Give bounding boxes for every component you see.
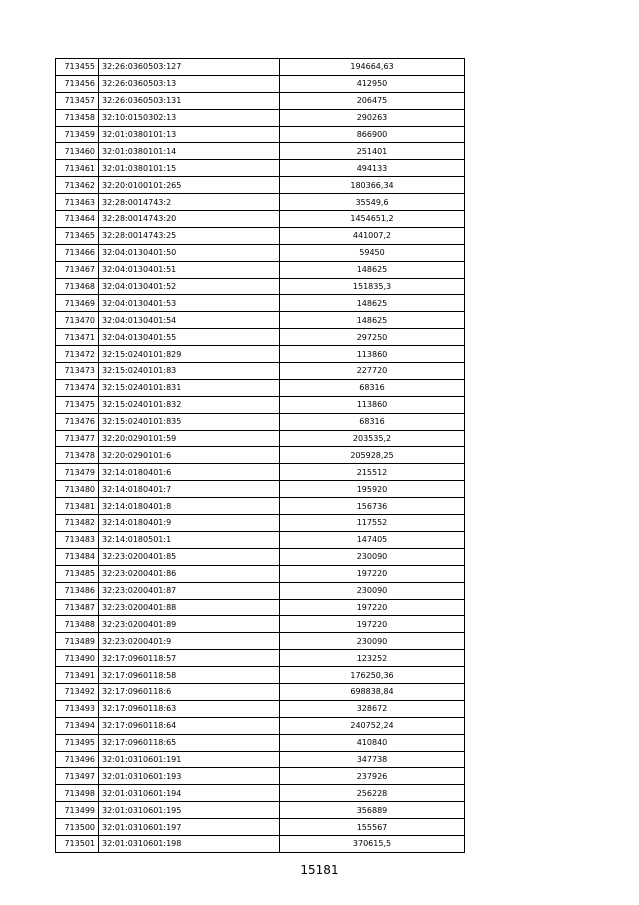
value-cell: 155567 xyxy=(280,819,465,836)
value-cell: 441007,2 xyxy=(280,227,465,244)
value-cell: 290263 xyxy=(280,109,465,126)
value-cell: 148625 xyxy=(280,295,465,312)
cadastral-number-cell: 32:15:0240101:835 xyxy=(99,413,280,430)
table-row xyxy=(56,616,465,633)
table-row xyxy=(56,835,465,852)
row-id-cell: 713461 xyxy=(56,160,99,177)
cadastral-number-cell: 32:14:0180401:6 xyxy=(99,464,280,481)
row-id-cell: 713466 xyxy=(56,244,99,261)
value-cell: 356889 xyxy=(280,802,465,819)
row-id-cell: 713484 xyxy=(56,548,99,565)
cadastral-number-cell: 32:17:0960118:58 xyxy=(99,667,280,684)
table-row xyxy=(56,633,465,650)
value-cell: 410840 xyxy=(280,734,465,751)
value-cell: 148625 xyxy=(280,312,465,329)
cadastral-number-cell: 32:28:0014743:2 xyxy=(99,194,280,211)
value-cell: 123252 xyxy=(280,650,465,667)
value-cell: 203535,2 xyxy=(280,430,465,447)
row-id-cell: 713473 xyxy=(56,363,99,380)
row-id-cell: 713486 xyxy=(56,582,99,599)
cadastral-number-cell: 32:23:0200401:9 xyxy=(99,633,280,650)
table-row xyxy=(56,548,465,565)
table-row xyxy=(56,126,465,143)
row-id-cell: 713498 xyxy=(56,785,99,802)
value-cell: 215512 xyxy=(280,464,465,481)
value-cell: 230090 xyxy=(280,633,465,650)
cadastral-number-cell: 32:04:0130401:51 xyxy=(99,261,280,278)
value-cell: 151835,3 xyxy=(280,278,465,295)
table-row xyxy=(56,650,465,667)
row-id-cell: 713487 xyxy=(56,599,99,616)
row-id-cell: 713485 xyxy=(56,565,99,582)
row-id-cell: 713458 xyxy=(56,109,99,126)
cadastral-number-cell: 32:01:0310601:194 xyxy=(99,785,280,802)
table-row xyxy=(56,802,465,819)
cadastral-number-cell: 32:01:0310601:198 xyxy=(99,835,280,852)
value-cell: 113860 xyxy=(280,346,465,363)
table-row xyxy=(56,515,465,532)
row-id-cell: 713464 xyxy=(56,211,99,228)
value-cell: 494133 xyxy=(280,160,465,177)
value-cell: 866900 xyxy=(280,126,465,143)
cadastral-number-cell: 32:15:0240101:831 xyxy=(99,379,280,396)
value-cell: 251401 xyxy=(280,143,465,160)
table-row xyxy=(56,498,465,515)
row-id-cell: 713478 xyxy=(56,447,99,464)
table-row xyxy=(56,819,465,836)
cadastral-number-cell: 32:26:0360503:127 xyxy=(99,59,280,76)
cadastral-number-cell: 32:20:0100101:265 xyxy=(99,177,280,194)
table-row xyxy=(56,92,465,109)
value-cell: 180366,34 xyxy=(280,177,465,194)
table-row xyxy=(56,227,465,244)
value-cell: 347738 xyxy=(280,751,465,768)
row-id-cell: 713479 xyxy=(56,464,99,481)
value-cell: 156736 xyxy=(280,498,465,515)
table-row xyxy=(56,447,465,464)
value-cell: 698838,84 xyxy=(280,683,465,700)
table-row xyxy=(56,312,465,329)
value-cell: 370615,5 xyxy=(280,835,465,852)
cadastral-number-cell: 32:04:0130401:54 xyxy=(99,312,280,329)
table-row xyxy=(56,295,465,312)
table-row xyxy=(56,211,465,228)
row-id-cell: 713500 xyxy=(56,819,99,836)
data-table-container xyxy=(55,58,465,853)
cadastral-number-cell: 32:01:0310601:191 xyxy=(99,751,280,768)
table-row xyxy=(56,396,465,413)
page-number: 15181 xyxy=(300,863,339,877)
value-cell: 147405 xyxy=(280,531,465,548)
row-id-cell: 713474 xyxy=(56,379,99,396)
table-row xyxy=(56,75,465,92)
cadastral-number-cell: 32:17:0960118:65 xyxy=(99,734,280,751)
table-row xyxy=(56,785,465,802)
cadastral-number-cell: 32:01:0380101:14 xyxy=(99,143,280,160)
row-id-cell: 713459 xyxy=(56,126,99,143)
row-id-cell: 713494 xyxy=(56,717,99,734)
row-id-cell: 713476 xyxy=(56,413,99,430)
row-id-cell: 713467 xyxy=(56,261,99,278)
cadastral-number-cell: 32:04:0130401:50 xyxy=(99,244,280,261)
row-id-cell: 713462 xyxy=(56,177,99,194)
table-row xyxy=(56,143,465,160)
row-id-cell: 713501 xyxy=(56,835,99,852)
row-id-cell: 713491 xyxy=(56,667,99,684)
row-id-cell: 713497 xyxy=(56,768,99,785)
table-row xyxy=(56,346,465,363)
table-row xyxy=(56,379,465,396)
row-id-cell: 713482 xyxy=(56,515,99,532)
table-row xyxy=(56,278,465,295)
value-cell: 113860 xyxy=(280,396,465,413)
table-row xyxy=(56,683,465,700)
table-body xyxy=(56,59,465,853)
cadastral-number-cell: 32:15:0240101:832 xyxy=(99,396,280,413)
cadastral-number-cell: 32:14:0180401:8 xyxy=(99,498,280,515)
row-id-cell: 713492 xyxy=(56,683,99,700)
table-row xyxy=(56,194,465,211)
data-table xyxy=(55,58,465,853)
value-cell: 68316 xyxy=(280,379,465,396)
table-row xyxy=(56,700,465,717)
value-cell: 197220 xyxy=(280,616,465,633)
value-cell: 412950 xyxy=(280,75,465,92)
cadastral-number-cell: 32:01:0310601:197 xyxy=(99,819,280,836)
value-cell: 176250,36 xyxy=(280,667,465,684)
table-row xyxy=(56,531,465,548)
row-id-cell: 713480 xyxy=(56,481,99,498)
value-cell: 205928,25 xyxy=(280,447,465,464)
table-row xyxy=(56,244,465,261)
row-id-cell: 713470 xyxy=(56,312,99,329)
table-row xyxy=(56,599,465,616)
cadastral-number-cell: 32:26:0360503:13 xyxy=(99,75,280,92)
table-row xyxy=(56,430,465,447)
table-row xyxy=(56,667,465,684)
value-cell: 117552 xyxy=(280,515,465,532)
row-id-cell: 713460 xyxy=(56,143,99,160)
row-id-cell: 713465 xyxy=(56,227,99,244)
cadastral-number-cell: 32:17:0960118:57 xyxy=(99,650,280,667)
table-row xyxy=(56,464,465,481)
cadastral-number-cell: 32:01:0310601:195 xyxy=(99,802,280,819)
cadastral-number-cell: 32:14:0180401:7 xyxy=(99,481,280,498)
cadastral-number-cell: 32:20:0290101:6 xyxy=(99,447,280,464)
table-row xyxy=(56,565,465,582)
cadastral-number-cell: 32:23:0200401:88 xyxy=(99,599,280,616)
value-cell: 197220 xyxy=(280,599,465,616)
cadastral-number-cell: 32:10:0150302:13 xyxy=(99,109,280,126)
value-cell: 195920 xyxy=(280,481,465,498)
cadastral-number-cell: 32:26:0360503:131 xyxy=(99,92,280,109)
row-id-cell: 713455 xyxy=(56,59,99,76)
cadastral-number-cell: 32:17:0960118:6 xyxy=(99,683,280,700)
table-row xyxy=(56,582,465,599)
cadastral-number-cell: 32:20:0290101:59 xyxy=(99,430,280,447)
cadastral-number-cell: 32:01:0310601:193 xyxy=(99,768,280,785)
row-id-cell: 713489 xyxy=(56,633,99,650)
row-id-cell: 713471 xyxy=(56,329,99,346)
value-cell: 297250 xyxy=(280,329,465,346)
value-cell: 197220 xyxy=(280,565,465,582)
table-row xyxy=(56,481,465,498)
value-cell: 230090 xyxy=(280,582,465,599)
row-id-cell: 713493 xyxy=(56,700,99,717)
row-id-cell: 713472 xyxy=(56,346,99,363)
row-id-cell: 713463 xyxy=(56,194,99,211)
cadastral-number-cell: 32:14:0180401:9 xyxy=(99,515,280,532)
table-row xyxy=(56,329,465,346)
cadastral-number-cell: 32:17:0960118:64 xyxy=(99,717,280,734)
cadastral-number-cell: 32:14:0180501:1 xyxy=(99,531,280,548)
cadastral-number-cell: 32:15:0240101:83 xyxy=(99,363,280,380)
table-row xyxy=(56,363,465,380)
table-row xyxy=(56,177,465,194)
cadastral-number-cell: 32:01:0380101:15 xyxy=(99,160,280,177)
cadastral-number-cell: 32:23:0200401:85 xyxy=(99,548,280,565)
row-id-cell: 713488 xyxy=(56,616,99,633)
table-row xyxy=(56,717,465,734)
value-cell: 206475 xyxy=(280,92,465,109)
value-cell: 1454651,2 xyxy=(280,211,465,228)
row-id-cell: 713456 xyxy=(56,75,99,92)
cadastral-number-cell: 32:28:0014743:25 xyxy=(99,227,280,244)
cadastral-number-cell: 32:04:0130401:55 xyxy=(99,329,280,346)
value-cell: 194664,63 xyxy=(280,59,465,76)
value-cell: 35549,6 xyxy=(280,194,465,211)
cadastral-number-cell: 32:23:0200401:87 xyxy=(99,582,280,599)
cadastral-number-cell: 32:17:0960118:63 xyxy=(99,700,280,717)
value-cell: 328672 xyxy=(280,700,465,717)
value-cell: 227720 xyxy=(280,363,465,380)
table-row xyxy=(56,768,465,785)
cadastral-number-cell: 32:15:0240101:829 xyxy=(99,346,280,363)
row-id-cell: 713496 xyxy=(56,751,99,768)
cadastral-number-cell: 32:28:0014743:20 xyxy=(99,211,280,228)
cadastral-number-cell: 32:01:0380101:13 xyxy=(99,126,280,143)
cadastral-number-cell: 32:23:0200401:89 xyxy=(99,616,280,633)
row-id-cell: 713477 xyxy=(56,430,99,447)
table-row xyxy=(56,751,465,768)
table-row xyxy=(56,160,465,177)
table-row xyxy=(56,109,465,126)
row-id-cell: 713499 xyxy=(56,802,99,819)
row-id-cell: 713495 xyxy=(56,734,99,751)
row-id-cell: 713481 xyxy=(56,498,99,515)
row-id-cell: 713490 xyxy=(56,650,99,667)
table-row xyxy=(56,59,465,76)
cadastral-number-cell: 32:23:0200401:86 xyxy=(99,565,280,582)
value-cell: 148625 xyxy=(280,261,465,278)
value-cell: 68316 xyxy=(280,413,465,430)
row-id-cell: 713468 xyxy=(56,278,99,295)
cadastral-number-cell: 32:04:0130401:53 xyxy=(99,295,280,312)
value-cell: 230090 xyxy=(280,548,465,565)
value-cell: 237926 xyxy=(280,768,465,785)
value-cell: 240752,24 xyxy=(280,717,465,734)
row-id-cell: 713475 xyxy=(56,396,99,413)
row-id-cell: 713457 xyxy=(56,92,99,109)
row-id-cell: 713483 xyxy=(56,531,99,548)
table-row xyxy=(56,734,465,751)
value-cell: 59450 xyxy=(280,244,465,261)
row-id-cell: 713469 xyxy=(56,295,99,312)
value-cell: 256228 xyxy=(280,785,465,802)
table-row xyxy=(56,261,465,278)
cadastral-number-cell: 32:04:0130401:52 xyxy=(99,278,280,295)
table-row xyxy=(56,413,465,430)
